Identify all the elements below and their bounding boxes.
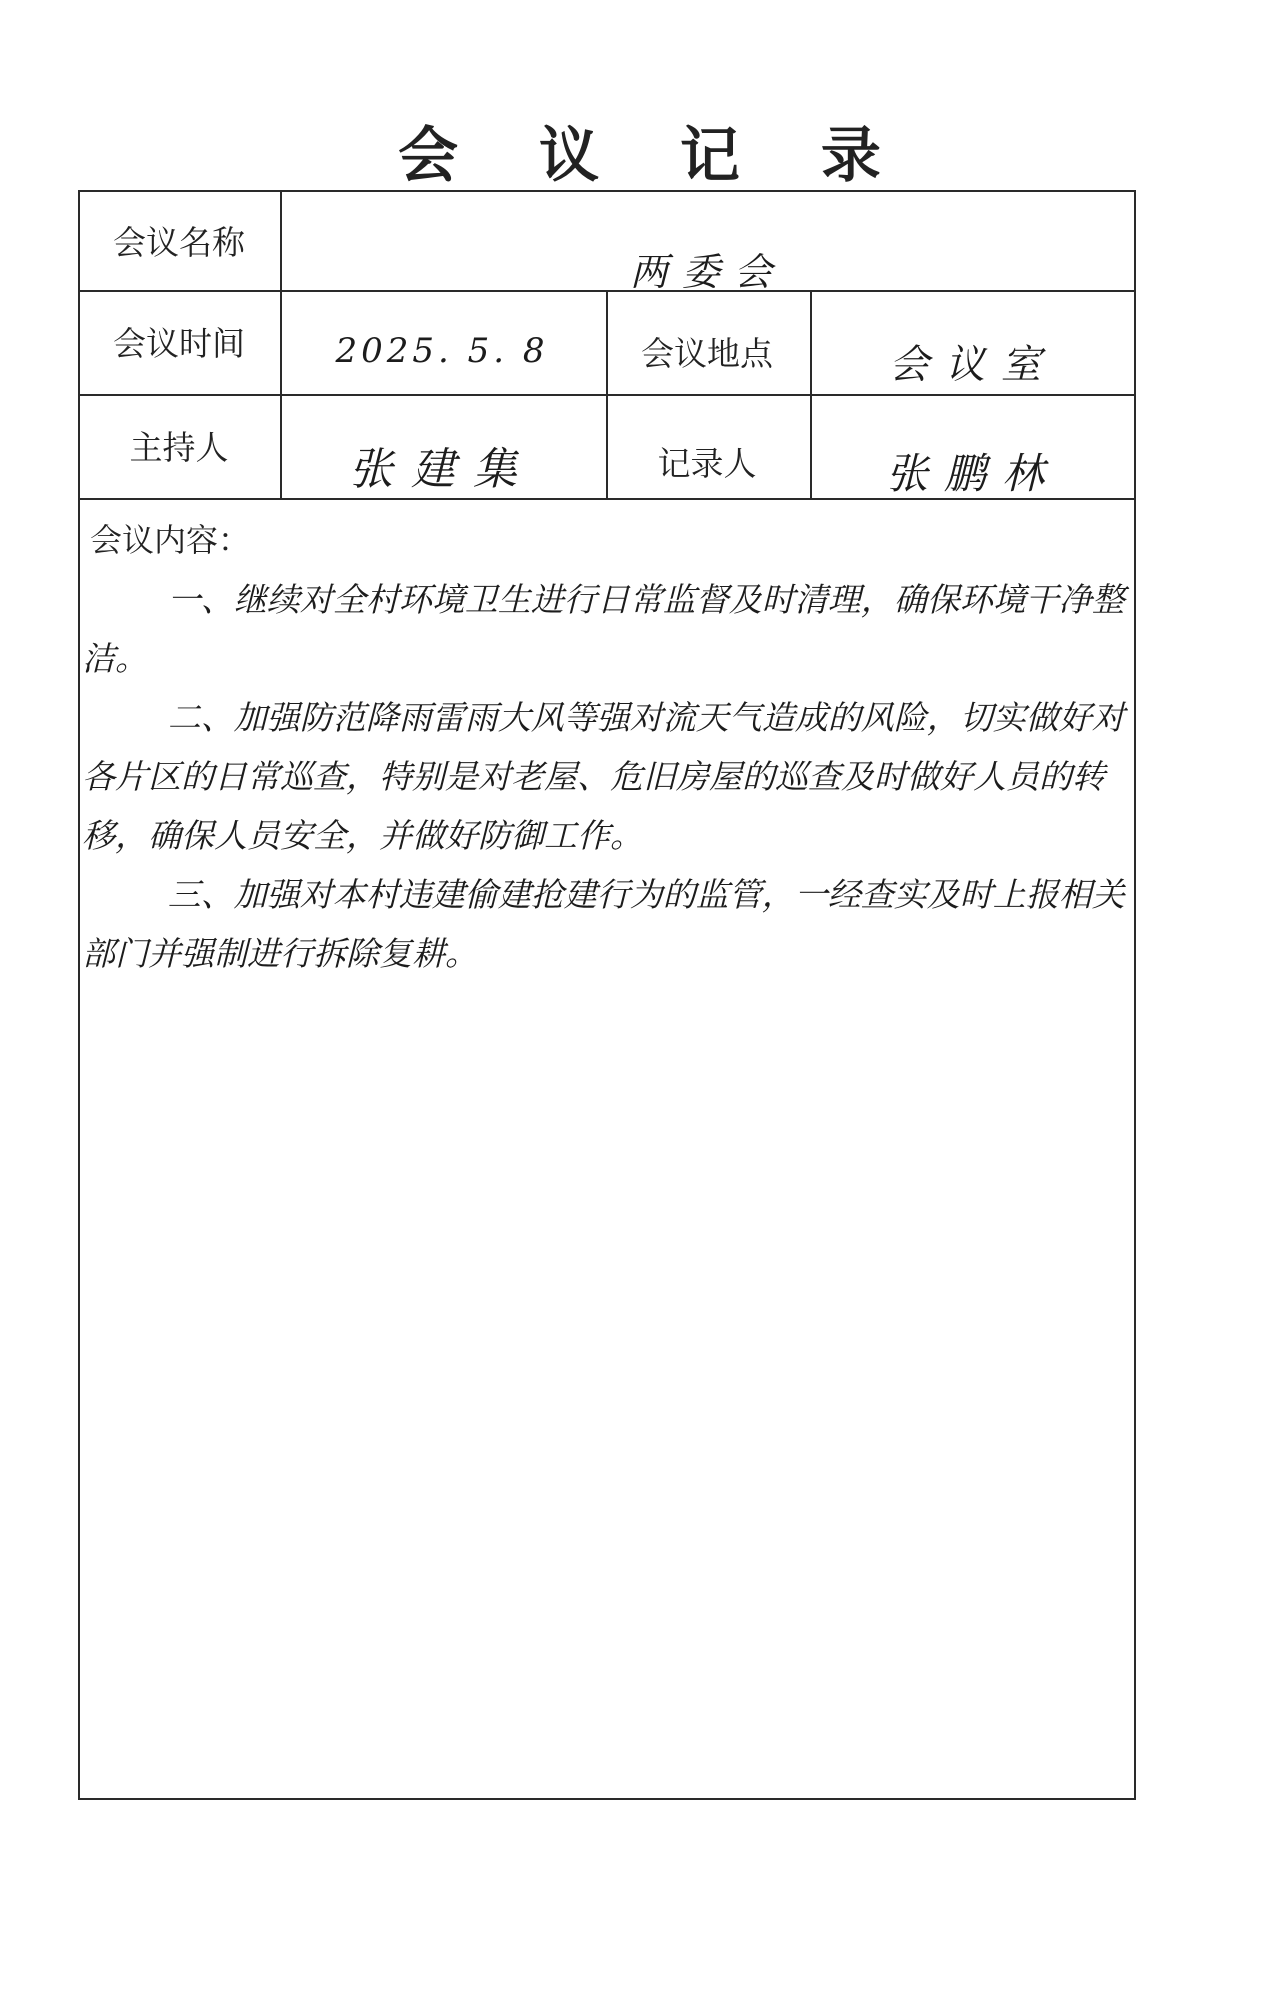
meeting-time-value: 2025. 5. 8 xyxy=(335,331,549,371)
meeting-content xyxy=(82,570,1132,983)
meeting-name-label: 会议名称 xyxy=(113,222,245,262)
host-label: 主持人 xyxy=(129,427,229,467)
content-item: 二、加强防范降雨雷雨大风等强对流天气造成的风险，切实做好对各片区的日常巡查，特别是对老屋、危旧房屋的巡查及时做好人员的转移，确保人员安全，并做好防御工作。 xyxy=(82,698,1125,855)
meeting-time-label: 会议时间 xyxy=(113,323,245,363)
meeting-place-label: 会议地点 xyxy=(641,333,773,373)
recorder-label: 记录人 xyxy=(657,443,757,483)
content-label: 会议内容： xyxy=(90,521,251,559)
meeting-name-value: 两委会 xyxy=(629,249,786,294)
host-value: 张建集 xyxy=(349,444,535,495)
content-item: 一、继续对全村环境卫生进行日常监督及时清理，确保环境干净整洁。 xyxy=(82,580,1125,678)
content-item: 三、加强对本村违建偷建抢建行为的监管，一经查实及时上报相关部门并强制进行拆除复耕。 xyxy=(82,875,1125,973)
meeting-place-value: 会议室 xyxy=(889,341,1057,388)
recorder-value: 张鹏林 xyxy=(885,449,1060,498)
document-title: 会 议 记 录 xyxy=(398,121,911,191)
